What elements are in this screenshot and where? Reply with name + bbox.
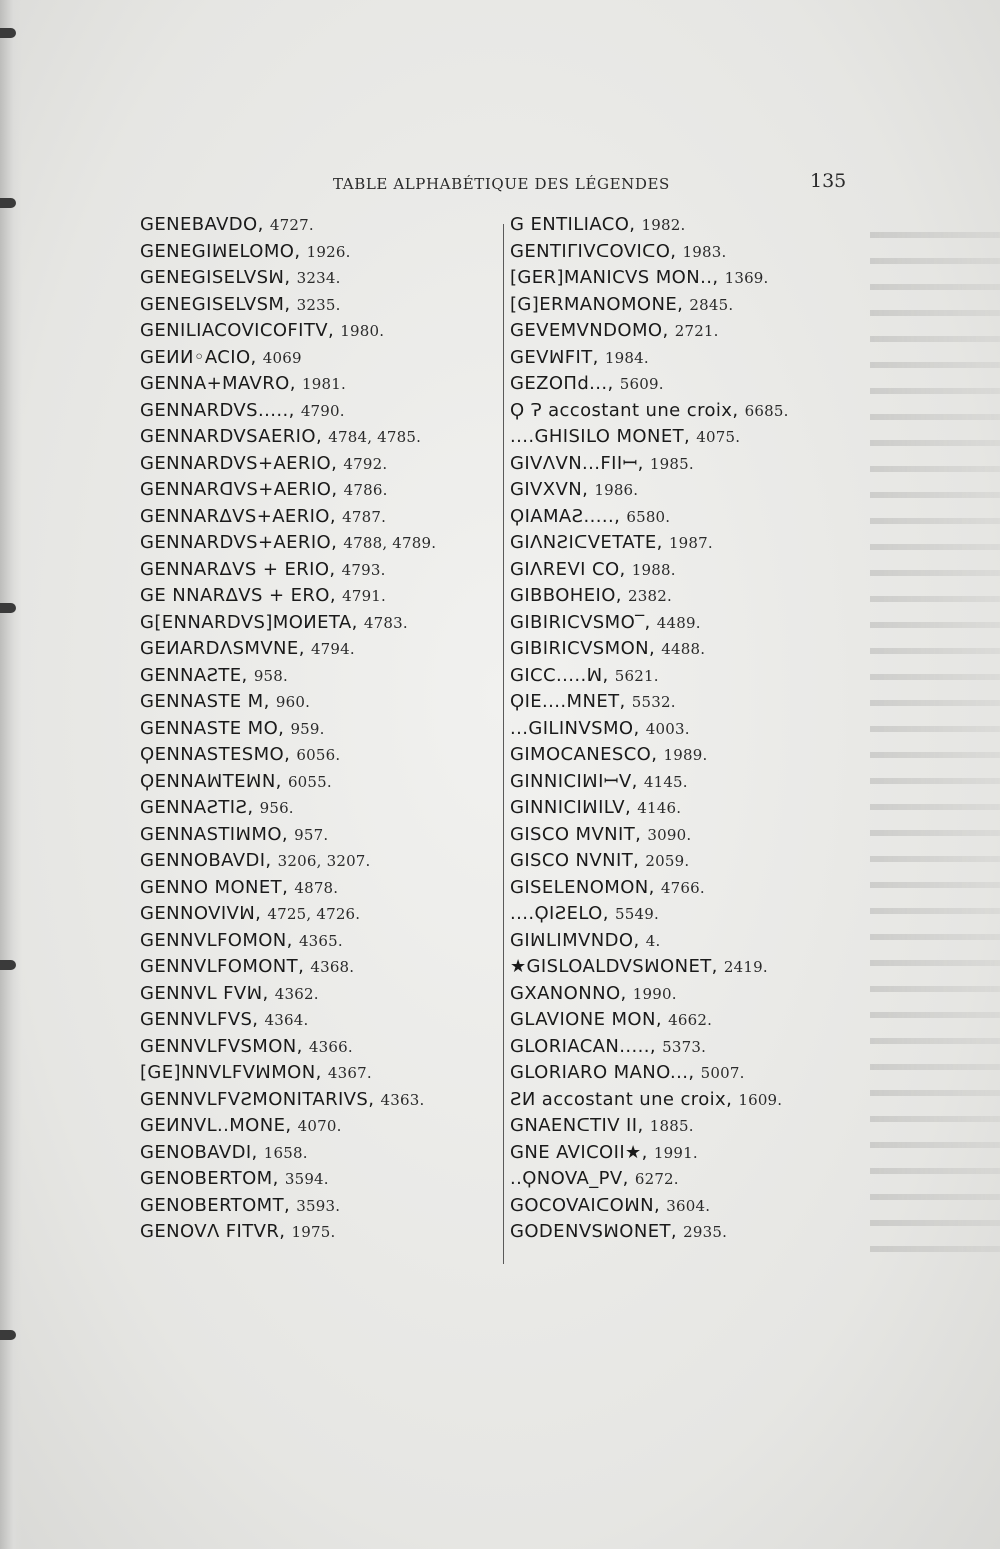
legend-text: ϘENNASTESMO, — [140, 744, 291, 765]
legend-text: GLAVIONE MON, — [510, 1009, 662, 1030]
legend-text: GEИARDΛSMVNE, — [140, 638, 305, 659]
legend-text: GENOBAVDI, — [140, 1141, 258, 1163]
legend-entry — [510, 1034, 789, 1061]
legend-entry — [510, 901, 789, 928]
legend-reference: 1885. — [649, 1117, 694, 1135]
legend-entry — [510, 1060, 789, 1087]
legend-entry — [510, 318, 789, 345]
legend-text: GENNASTIꟽMO, — [140, 823, 289, 845]
legend-reference: 956. — [259, 799, 294, 817]
legend-entry — [140, 610, 436, 637]
legend-text: GENOBERTOM, — [140, 1168, 279, 1189]
legend-entry — [140, 345, 436, 372]
legend-entry — [510, 530, 789, 557]
legend-text: GEVEMVNDOMO, — [510, 320, 669, 341]
legend-text: GENNAƧTIƧ, — [140, 797, 254, 818]
legend-text: GENNVLFVƧMONITARIVS, — [140, 1088, 375, 1110]
legend-entry — [510, 557, 789, 584]
legend-reference: 4766. — [660, 878, 705, 897]
legend-reference: 2059. — [645, 852, 690, 870]
legend-reference: 5549. — [614, 905, 659, 923]
legend-reference: 4725, 4726. — [267, 905, 361, 923]
legend-entry — [140, 451, 436, 478]
legend-text: GENOBERTOMT, — [140, 1194, 291, 1216]
legend-entry — [510, 398, 789, 425]
legend-reference: 4794. — [310, 640, 355, 658]
legend-reference: 4364. — [264, 1011, 309, 1029]
legend-reference: 2845. — [689, 295, 734, 314]
legend-entry — [140, 1034, 436, 1061]
legend-reference: 1984. — [604, 348, 649, 367]
legend-text: GINNICIꟽILV, — [510, 797, 632, 818]
legend-entry — [140, 928, 436, 955]
legend-entry — [140, 477, 436, 504]
legend-reference: 4003. — [645, 719, 690, 738]
legend-reference: 4366. — [308, 1037, 353, 1056]
legend-entry — [140, 557, 436, 584]
legend-text: GEVꟽFIT, — [510, 346, 599, 368]
binding-hole — [0, 960, 16, 970]
legend-entry — [510, 583, 789, 610]
legend-reference: 4070. — [297, 1117, 342, 1135]
legend-text: GNE AVICOII★, — [510, 1141, 648, 1163]
legend-reference: 1982. — [641, 216, 686, 234]
legend-entry — [140, 530, 436, 557]
legend-text: GENNVLFOMON, — [140, 929, 293, 951]
legend-entry — [140, 1140, 436, 1167]
legend-text: GENNA+MAVRO, — [140, 373, 296, 394]
legend-reference: 4727. — [269, 216, 314, 234]
legend-reference: 5609. — [619, 375, 664, 393]
column-divider — [503, 224, 504, 1264]
legend-reference: 4788, 4789. — [343, 534, 437, 552]
legend-reference: 2935. — [683, 1223, 728, 1241]
legend-entry — [510, 239, 789, 266]
legend-entry — [510, 769, 789, 796]
legend-entry — [140, 424, 436, 451]
legend-column-right — [510, 212, 789, 1246]
legend-text: ƧИ accostant une croix, — [510, 1088, 733, 1110]
legend-entry — [510, 981, 789, 1008]
legend-reference: 2382. — [628, 587, 672, 605]
legend-entry — [140, 212, 436, 239]
legend-text: G[ENNARDVS]MOИETA, — [140, 611, 358, 633]
legend-entry — [510, 689, 789, 716]
legend-text: GENOVΛ FITVR, — [140, 1221, 286, 1242]
legend-reference: 1369. — [724, 269, 769, 287]
binding-hole — [0, 603, 16, 613]
legend-reference: 4792. — [343, 454, 388, 473]
bleed-through-text — [870, 220, 1000, 1260]
legend-text: GENEBAVDO, — [140, 214, 264, 235]
legend-text: GLORIACAN....., — [510, 1035, 656, 1057]
legend-reference: 1609. — [738, 1090, 783, 1109]
legend-reference: 4362. — [274, 984, 319, 1003]
legend-text: GICC.....ꟽ, — [510, 664, 609, 686]
legend-reference: 1980. — [340, 322, 385, 340]
legend-reference: 5621. — [614, 666, 659, 685]
legend-reference: 1658. — [263, 1143, 308, 1162]
legend-entry — [140, 1219, 436, 1246]
legend-entry — [140, 398, 436, 425]
legend-text: GODENVSꟽONET, — [510, 1221, 678, 1242]
legend-reference: 6685. — [744, 401, 789, 420]
legend-entry — [510, 875, 789, 902]
legend-text: ...GILINVSMO, — [510, 717, 640, 739]
legend-entry — [510, 928, 789, 955]
legend-text: GIMOCANESCO, — [510, 744, 658, 765]
legend-reference: 4075. — [696, 428, 741, 446]
legend-entry — [510, 265, 789, 292]
legend-text: GENNARDVSAERIO, — [140, 426, 323, 447]
legend-entry — [140, 292, 436, 319]
legend-text: Ϙ Ɂ accostant une croix, — [510, 399, 739, 421]
legend-text: GEИИ◦ACIO, — [140, 346, 257, 368]
legend-reference: 2419. — [723, 958, 768, 976]
legend-reference: 2721. — [674, 322, 719, 340]
legend-entry — [140, 636, 436, 663]
legend-reference: 1991. — [653, 1143, 698, 1162]
legend-reference: 5007. — [700, 1064, 745, 1082]
legend-entry — [510, 1007, 789, 1034]
legend-reference: 6055. — [287, 772, 332, 791]
legend-text: GENNARΔVS + ERIO, — [140, 558, 336, 580]
legend-text: GENNOVIVꟽ, — [140, 903, 262, 924]
legend-text: GIVΛVN...FIIꟷ, — [510, 452, 644, 474]
legend-entry — [510, 477, 789, 504]
legend-entry — [140, 742, 436, 769]
legend-text: ★GISLOALDVSꟽONET, — [510, 956, 718, 977]
legend-reference: 958. — [253, 666, 289, 685]
legend-reference: 4784, 4785. — [328, 428, 422, 446]
legend-reference: 4. — [645, 931, 661, 950]
legend-reference: 4878. — [294, 878, 339, 897]
legend-entry — [510, 610, 789, 637]
legend-reference: 4786. — [343, 481, 388, 499]
legend-text: GE NNARΔVS + ERO, — [140, 585, 336, 606]
legend-text: GIBIRICVSMO‾, — [510, 611, 651, 633]
legend-entry — [510, 371, 789, 398]
legend-text: GIꟽLIMVNDO, — [510, 929, 640, 951]
legend-entry — [140, 371, 436, 398]
legend-text: ϘIE....MNET, — [510, 691, 626, 712]
legend-reference: 5373. — [662, 1037, 707, 1056]
legend-text: GISELENOMON, — [510, 876, 655, 898]
legend-entry — [140, 583, 436, 610]
legend-entry — [140, 875, 436, 902]
legend-text: GENNARDVS+AERIO, — [140, 532, 338, 553]
legend-entry — [140, 848, 436, 875]
legend-text: GENNASTE MO, — [140, 717, 285, 739]
legend-entry — [510, 1140, 789, 1167]
legend-text: GENNARDVS+AERIO, — [140, 452, 338, 474]
legend-text: GENEGIꟽELOMO, — [140, 240, 301, 262]
legend-reference: 4069 — [262, 348, 302, 367]
legend-reference: 1981. — [301, 375, 346, 393]
legend-text: GENNVL FVꟽ, — [140, 982, 269, 1004]
legend-entry — [510, 345, 789, 372]
legend-entry — [140, 769, 436, 796]
legend-text: GIΛREVI CO, — [510, 558, 626, 580]
legend-text: ....GHISILO MONET, — [510, 426, 691, 447]
legend-text: GXANONNO, — [510, 982, 627, 1004]
legend-entry — [510, 1193, 789, 1220]
page-spine — [0, 0, 22, 1549]
legend-entry — [140, 795, 436, 822]
legend-text: GENNOBAVDI, — [140, 850, 272, 871]
legend-text: GISCO MVNIT, — [510, 823, 642, 845]
legend-entry — [510, 636, 789, 663]
legend-reference: 957. — [294, 825, 329, 844]
legend-text: [G]ERMANOMONE, — [510, 293, 684, 315]
legend-text: GISCO NVNIT, — [510, 850, 640, 871]
legend-reference: 4368. — [310, 958, 355, 976]
legend-entry — [140, 1007, 436, 1034]
legend-entry — [510, 1087, 789, 1114]
legend-text: GIBBOHEIO, — [510, 585, 622, 606]
legend-entry — [510, 451, 789, 478]
legend-text: ..ϘNOVA_PV, — [510, 1168, 629, 1189]
legend-entry — [140, 1113, 436, 1140]
binding-hole — [0, 28, 16, 38]
legend-text: GENILIACOVICOFITV, — [140, 320, 335, 341]
legend-entry — [510, 1219, 789, 1246]
legend-text: GIVXVN, — [510, 479, 589, 500]
legend-reference: 4662. — [668, 1011, 713, 1029]
legend-entry — [510, 424, 789, 451]
running-title: TABLE ALPHABÉTIQUE DES LÉGENDES — [333, 175, 670, 193]
legend-reference: 4365. — [298, 931, 343, 950]
legend-reference: 3594. — [284, 1170, 329, 1188]
legend-reference: 3593. — [296, 1196, 341, 1215]
legend-reference: 4787. — [342, 507, 387, 526]
binding-hole — [0, 198, 16, 208]
legend-text: GENNARΔVS+AERIO, — [140, 505, 336, 527]
legend-entry — [140, 265, 436, 292]
legend-reference: 1983. — [682, 242, 727, 261]
legend-reference: 1989. — [663, 746, 708, 764]
legend-text: GLORIARO MANO..., — [510, 1062, 695, 1083]
legend-text: GENNVLFVSMON, — [140, 1035, 303, 1057]
legend-reference: 4363. — [380, 1090, 425, 1109]
legend-entry — [140, 716, 436, 743]
legend-entry — [140, 318, 436, 345]
legend-text: ....ϘIƧELO, — [510, 903, 609, 924]
legend-text: ϘENNAꟽTEꟽN, — [140, 770, 282, 792]
legend-text: GEZOПd..., — [510, 373, 614, 394]
legend-reference: 3206, 3207. — [277, 852, 371, 870]
page-number: 135 — [810, 170, 847, 192]
legend-entry — [140, 689, 436, 716]
legend-reference: 6272. — [634, 1170, 679, 1188]
legend-entry — [510, 1113, 789, 1140]
legend-column-left — [140, 212, 436, 1246]
legend-entry — [140, 1193, 436, 1220]
legend-entry — [510, 742, 789, 769]
legend-reference: 1985. — [649, 454, 694, 473]
legend-reference: 1987. — [668, 534, 713, 552]
legend-reference: 4793. — [341, 560, 386, 579]
legend-text: GENNASTE M, — [140, 691, 270, 712]
legend-text: GENEGISELVSM, — [140, 293, 291, 315]
legend-entry — [140, 1166, 436, 1193]
legend-reference: 1975. — [291, 1223, 336, 1241]
legend-entry — [510, 1166, 789, 1193]
legend-reference: 4145. — [643, 772, 688, 791]
legend-entry — [510, 848, 789, 875]
legend-text: GENNO MONET, — [140, 876, 289, 898]
legend-text: ϘIAMAƧ....., — [510, 505, 621, 527]
legend-text: GNAENᑕTIV II, — [510, 1115, 644, 1136]
legend-reference: 4146. — [637, 799, 682, 817]
legend-text: GENNAƧTE, — [140, 664, 248, 686]
legend-entry — [140, 1087, 436, 1114]
legend-reference: 1990. — [632, 984, 677, 1003]
legend-reference: 4367. — [327, 1064, 372, 1082]
legend-reference: 6056. — [296, 746, 341, 764]
legend-entry — [510, 822, 789, 849]
legend-reference: 960. — [275, 693, 311, 711]
legend-text: GENTIΓIVᑕOVIᑕO, — [510, 240, 677, 262]
legend-text: GENEGISELVSꟽ, — [140, 267, 291, 288]
legend-entry — [510, 292, 789, 319]
legend-entry — [510, 795, 789, 822]
legend-entry — [140, 954, 436, 981]
legend-text: GENNVLFOMONT, — [140, 956, 305, 977]
legend-entry — [510, 212, 789, 239]
legend-text: GENNARᗡVS+AERIO, — [140, 479, 338, 500]
legend-reference: 3235. — [296, 295, 341, 314]
legend-reference: 3234. — [296, 269, 341, 287]
legend-entry — [510, 504, 789, 531]
legend-entry — [510, 716, 789, 743]
legend-text: [GER]MANICVS MON.., — [510, 267, 719, 288]
legend-text: G ENTILIACO, — [510, 214, 636, 235]
legend-reference: 4790. — [300, 401, 345, 420]
legend-entry — [510, 663, 789, 690]
legend-reference: 3090. — [647, 825, 692, 844]
legend-text: GINNICIꟽIꟷV, — [510, 770, 638, 792]
legend-entry — [140, 663, 436, 690]
binding-hole — [0, 1330, 16, 1340]
legend-entry — [140, 239, 436, 266]
legend-reference: 4489. — [656, 613, 701, 632]
legend-reference: 6580. — [626, 507, 671, 526]
legend-text: GENNVLFVS, — [140, 1009, 259, 1030]
legend-entry — [140, 901, 436, 928]
legend-entry — [510, 954, 789, 981]
legend-reference: 1986. — [594, 481, 639, 499]
legend-entry — [140, 822, 436, 849]
legend-reference: 1988. — [631, 560, 676, 579]
legend-text: GOCOVAIᑕOꟽN, — [510, 1194, 661, 1216]
legend-reference: 1926. — [306, 242, 351, 261]
legend-text: GENNARDVS....., — [140, 399, 295, 421]
legend-reference: 4488. — [661, 640, 706, 658]
legend-entry — [140, 504, 436, 531]
legend-reference: 4783. — [363, 613, 408, 632]
legend-text: GIΛNƧIᑕVETATE, — [510, 532, 663, 553]
legend-reference: 4791. — [342, 587, 387, 605]
legend-reference: 3604. — [666, 1196, 711, 1215]
legend-entry — [140, 981, 436, 1008]
legend-entry — [140, 1060, 436, 1087]
legend-text: [GE]NNVLFVꟽMON, — [140, 1062, 322, 1083]
legend-reference: 5532. — [631, 693, 676, 711]
legend-reference: 959. — [290, 719, 325, 738]
legend-text: GEИNVL..MONE, — [140, 1115, 292, 1136]
legend-text: GIBIRICVSMON, — [510, 638, 656, 659]
